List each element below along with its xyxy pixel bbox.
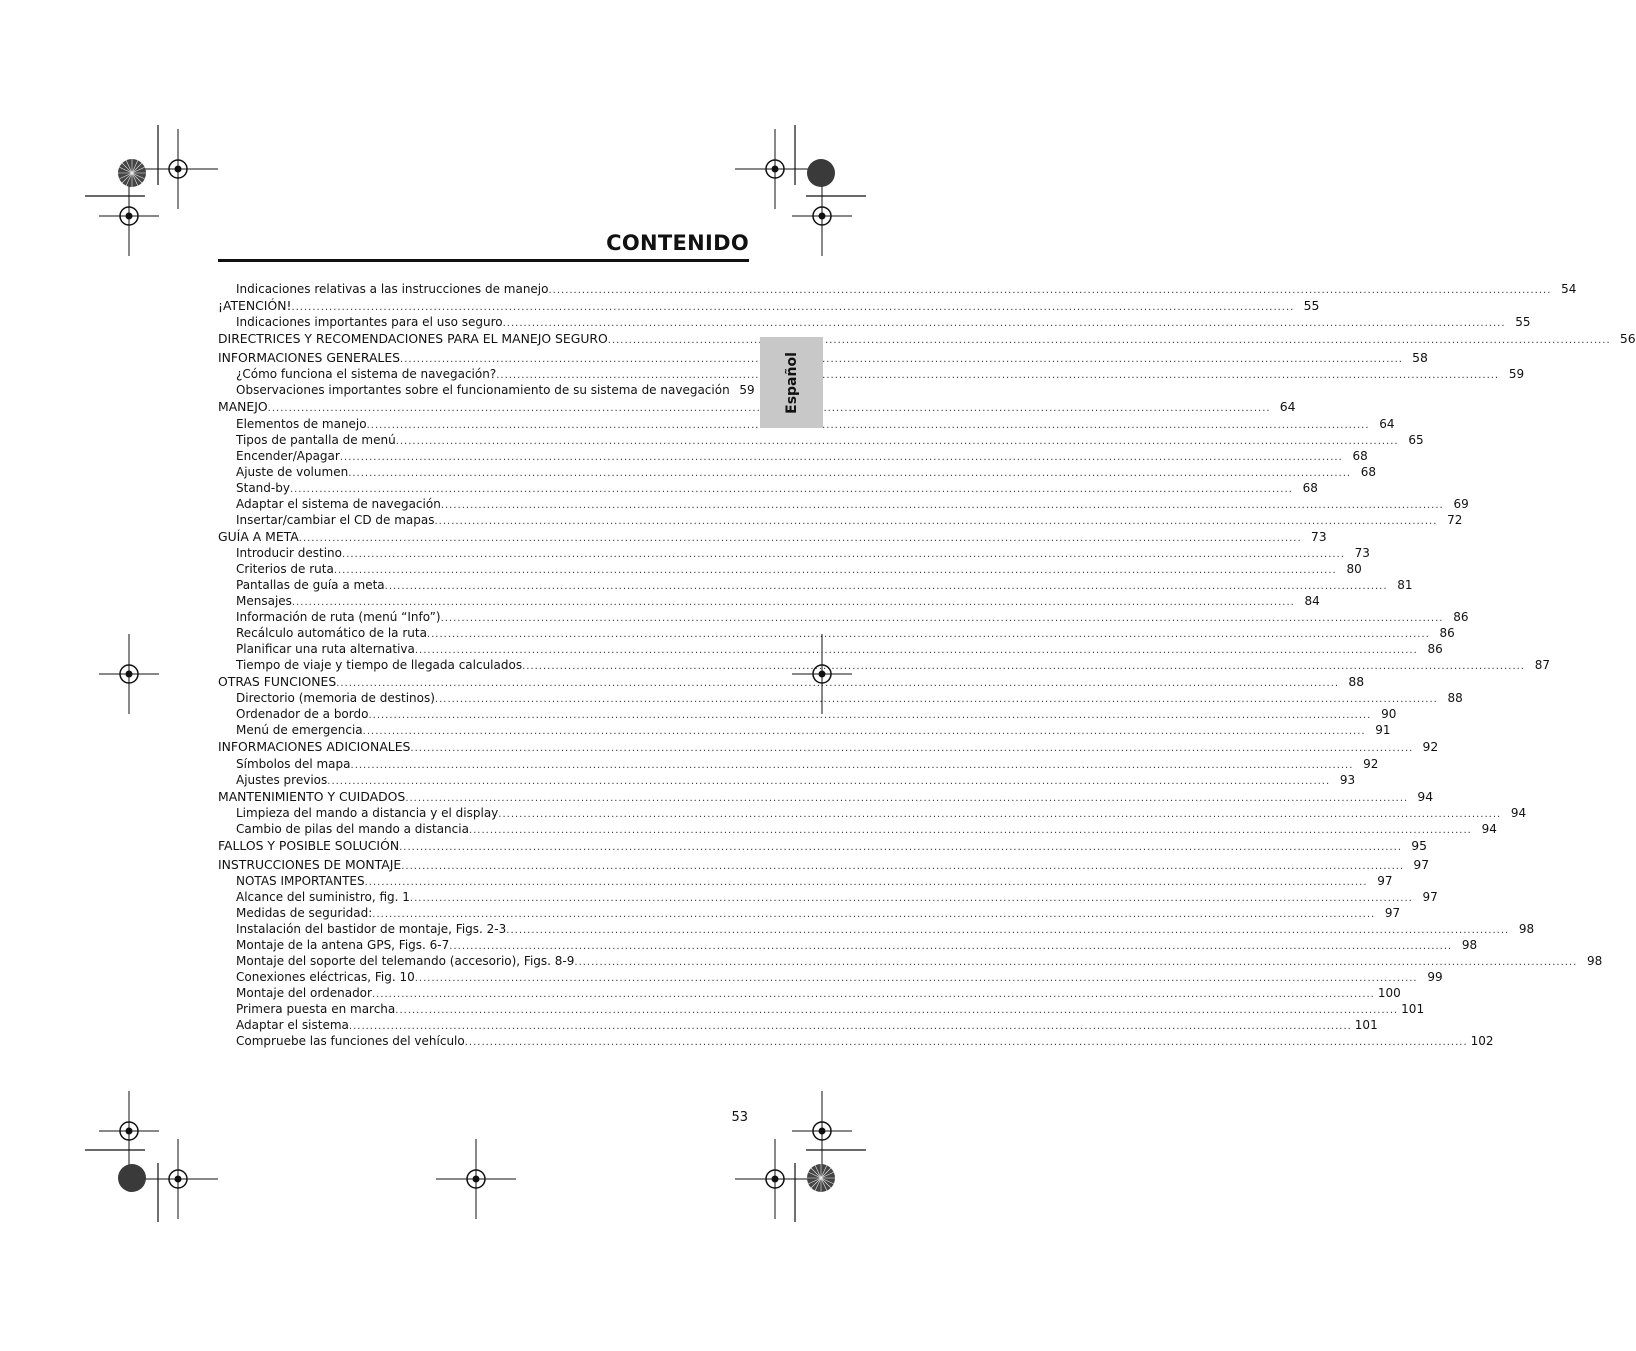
toc-label: Mensajes [236,593,292,608]
toc-page-number: 55 [1303,298,1320,313]
crosshair-right-middle-icon [792,634,852,714]
toc-label: Menú de emergencia [236,723,363,738]
toc-label: Limpieza del mando a distancia y el display [236,806,499,821]
toc-label: Introducir destino [236,545,343,560]
toc-page-number: 98 [1518,921,1535,936]
toc-page-number: 59 [1508,367,1525,382]
toc-page-number: 73 [1354,545,1370,560]
crosshair-right-upper-icon [792,176,852,256]
toc-label: Adaptar el sistema [236,1017,349,1032]
toc-label: Montaje del soporte del telemando (accesorio), Figs. 8-9 [236,953,575,968]
toc-label: Medidas de seguridad: [236,905,373,920]
toc-page-number: 64 [1279,399,1296,415]
toc-page-number: 68 [1352,448,1368,463]
toc-page-number: 101 [1354,1017,1378,1032]
toc-label: Compruebe las funciones del vehículo [236,1033,465,1048]
toc-label: Stand-by [236,480,290,495]
toc-label: Adaptar el sistema de navegación [236,496,441,511]
toc-label: ¿Cómo funciona el sistema de navegación? [236,367,497,382]
language-tab-label: Español [783,351,800,414]
toc-page-number: 99 [1427,969,1443,984]
toc-page-number: 72 [1447,512,1463,527]
toc-label: Pantallas de guía a meta [236,577,385,592]
toc-page-number: 73 [1310,528,1327,544]
toc-page-number: 91 [1375,723,1391,738]
toc-page-number: 55 [1515,315,1531,330]
page-title: CONTENIDO [606,231,749,255]
toc-label: FALLOS Y POSIBLE SOLUCIÓN [218,838,400,854]
toc-page-number: 86 [1453,609,1469,624]
toc-page-number: 98 [1461,937,1478,952]
toc-page-number: 58 [1412,349,1428,365]
toc-page-number: 86 [1427,641,1443,656]
toc-page-number: 94 [1510,806,1527,821]
toc-label: Alcance del suministro, fig. 1 [236,889,410,904]
toc-label: Encender/Apagar [236,448,340,463]
toc-label: Observaciones importantes sobre el funcionamiento de su sistema de navegación [236,383,730,398]
toc-label: Directorio (memoria de destinos) [236,691,435,706]
toc-page-number: 94 [1417,788,1434,804]
toc-page-number: 97 [1422,889,1438,904]
toc-label: Insertar/cambiar el CD de mapas [236,512,435,527]
toc-page-number: 84 [1304,593,1320,608]
toc-label: Cambio de pilas del mando a distancia [236,822,469,837]
toc-label: Elementos de manejo [236,416,367,431]
toc-label: DIRECTRICES Y RECOMENDACIONES PARA EL MANEJO SEGURO [218,331,608,347]
crosshair-left-upper-icon [99,176,159,256]
toc-label: Montaje de la antena GPS, Figs. 6-7 [236,937,450,952]
toc-label: Instalación del bastidor de montaje, Figs. 2-3 [236,921,507,936]
toc-label: Indicaciones importantes para el uso seguro [236,315,503,330]
toc-page-number: 68 [1302,480,1318,495]
toc-label: Indicaciones relativas a las instrucciones de manejo [236,282,549,296]
toc-page-number: 100 [1377,985,1401,1000]
crosshair-bottom-center-icon [436,1139,516,1219]
gray-dot-top-right-icon [806,158,836,188]
toc-page-number: 81 [1397,577,1413,592]
crosshair-bottom-right-icon [735,1139,815,1219]
toc-label: Recálculo automático de la ruta [236,625,427,640]
toc-label: INFORMACIONES ADICIONALES [218,739,411,755]
toc-page-number: 88 [1348,673,1365,689]
toc-page-number: 64 [1379,416,1395,431]
toc-page-number: 95 [1411,838,1427,854]
toc-page-number: 65 [1408,432,1424,447]
toc-page-number: 97 [1384,905,1401,920]
toc-page-number: 102 [1470,1033,1494,1048]
toc-label: Tipos de pantalla de menú [236,432,396,447]
toc-label: Montaje del ordenador [236,985,372,1000]
toc-label: Planificar una ruta alternativa [236,641,415,656]
toc-label: Ajustes previos [236,772,328,787]
toc-page-number: 80 [1346,561,1362,576]
toc-page-number: 54 [1561,282,1577,296]
toc-label: GUÍA A META [218,528,299,544]
toc-label: Símbolos del mapa [236,756,351,771]
toc-page-number: 94 [1481,822,1497,837]
toc-label: Conexiones eléctricas, Fig. 10 [236,969,415,984]
toc-page-number: 88 [1447,691,1463,706]
toc-page-number: 90 [1381,707,1397,722]
crosshair-bottom-left-icon [138,1139,218,1219]
toc-label: Ajuste de volumen [236,464,349,479]
toc-page-number: 93 [1339,772,1356,787]
toc-label: ¡ATENCIÓN! [218,298,292,313]
toc-label: INSTRUCCIONES DE MONTAJE [218,856,402,872]
starburst-bottom-right-icon [806,1163,836,1193]
toc-label: MANEJO [218,399,268,415]
starburst-top-left-icon [117,158,147,188]
toc-label: Información de ruta (menú “Info”) [236,609,441,624]
toc-page-number: 86 [1439,625,1455,640]
toc-page-number: 98 [1587,953,1603,968]
toc-page-number: 101 [1401,1001,1425,1016]
toc-page-number: 56 [1619,331,1636,347]
toc-label: INFORMACIONES GENERALES [218,349,401,365]
toc-page-number: 92 [1363,756,1379,771]
toc-page-number: 97 [1413,856,1430,872]
gray-dot-bottom-left-icon [117,1163,147,1193]
toc-label: Ordenador de a bordo [236,707,369,722]
toc-label: MANTENIMIENTO Y CUIDADOS [218,788,406,804]
toc-page-number: 87 [1534,657,1550,672]
toc-label: NOTAS IMPORTANTES [236,873,365,888]
toc-page-number: 69 [1453,496,1469,511]
toc-page-number: 92 [1422,739,1439,755]
toc-label: OTRAS FUNCIONES [218,673,337,689]
page-number: 53 [731,1110,748,1125]
toc-label: Tiempo de viaje y tiempo de llegada calculados [236,657,523,672]
toc-page-number: 97 [1377,873,1393,888]
toc-label: Criterios de ruta [236,561,334,576]
crosshair-left-middle-icon [99,634,159,714]
toc-label: Primera puesta en marcha [236,1001,396,1016]
toc-page-number: 59 [739,383,755,398]
toc-page-number: 68 [1360,464,1377,479]
